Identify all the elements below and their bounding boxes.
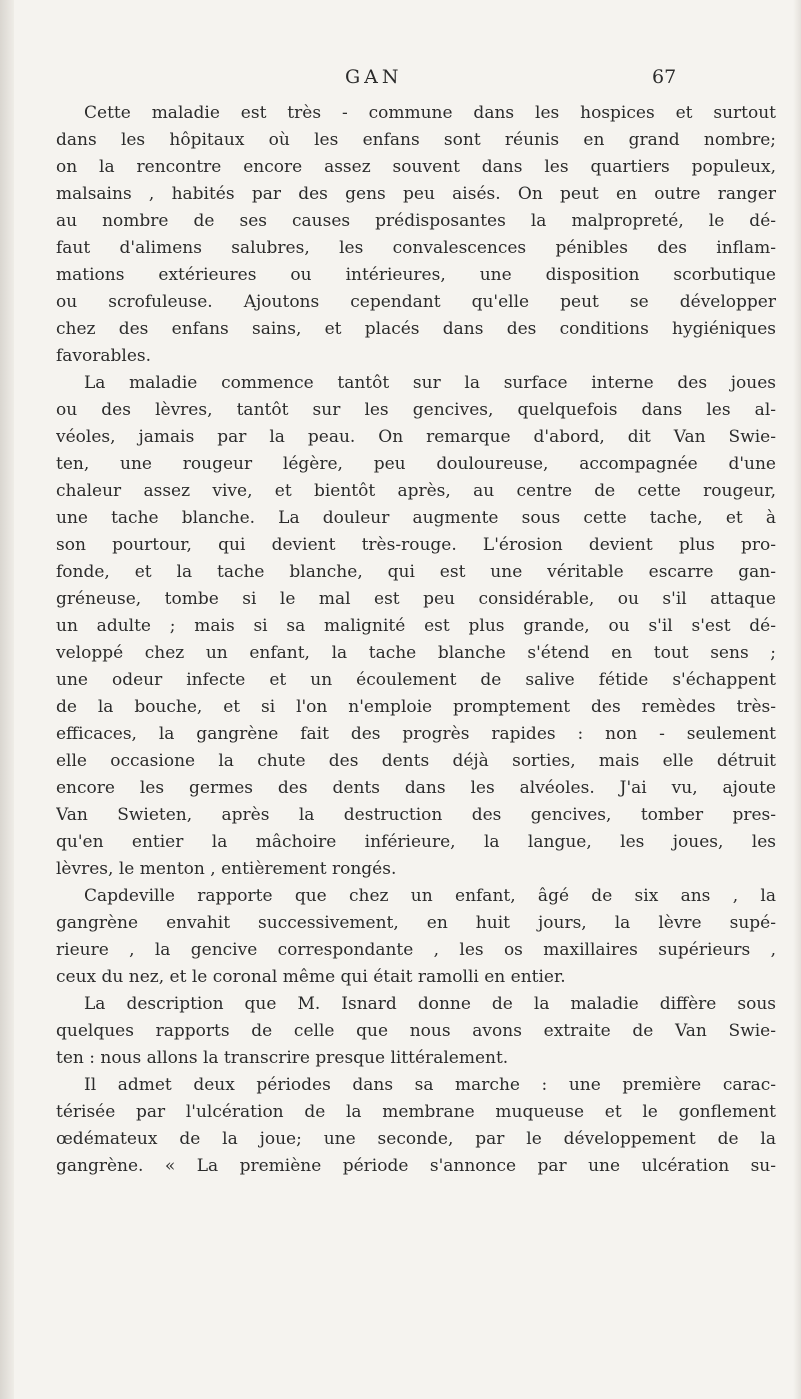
text-line: une odeur infecte et un écoulement de salive fétide s'échappent <box>56 670 776 690</box>
text-line: Cette maladie est très - commune dans les hospices et surtout <box>84 103 776 123</box>
text-line: de la bouche, et si l'on n'emploie promptement des remèdes très- <box>56 697 776 717</box>
running-head <box>0 66 801 96</box>
text-line: La description que M. Isnard donne de la maladie diffère sous <box>84 994 776 1014</box>
text-line: on la rencontre encore assez souvent dans les quartiers populeux, <box>56 157 776 177</box>
text-line: térisée par l'ulcération de la membrane muqueuse et le gonflement <box>56 1102 776 1122</box>
page-left-edge <box>0 0 14 1399</box>
text-line: un adulte ; mais si sa malignité est plus grande, ou s'il s'est dé- <box>56 616 776 636</box>
text-line: elle occasione la chute des dents déjà sorties, mais elle détruit <box>56 751 776 771</box>
text-line: Il admet deux périodes dans sa marche : une première carac- <box>84 1075 776 1095</box>
text-line: au nombre de ses causes prédisposantes la malpropreté, le dé- <box>56 211 776 231</box>
text-line: faut d'alimens salubres, les convalescences pénibles des inflam- <box>56 238 776 258</box>
text-line: ceux du nez, et le coronal même qui était ramolli en entier. <box>56 967 566 987</box>
text-line: gréneuse, tombe si le mal est peu considérable, ou s'il attaque <box>56 589 776 609</box>
text-line: ou des lèvres, tantôt sur les gencives, quelquefois dans les al- <box>56 400 776 420</box>
text-line: quelques rapports de celle que nous avons extraite de Van Swie- <box>56 1021 776 1041</box>
text-line: œdémateux de la joue; une seconde, par le développement de la <box>56 1129 776 1149</box>
text-line: mations extérieures ou intérieures, une disposition scorbutique <box>56 265 776 285</box>
text-line: une tache blanche. La douleur augmente sous cette tache, et à <box>56 508 776 528</box>
text-line: véoles, jamais par la peau. On remarque d'abord, dit Van Swie- <box>56 427 776 447</box>
text-line: chaleur assez vive, et bientôt après, au centre de cette rougeur, <box>56 481 776 501</box>
text-line: ou scrofuleuse. Ajoutons cependant qu'elle peut se développer <box>56 292 776 312</box>
text-line: gangrène envahit successivement, en huit jours, la lèvre supé- <box>56 913 776 933</box>
text-line: chez des enfans sains, et placés dans des conditions hygiéniques <box>56 319 776 339</box>
page-right-edge <box>793 0 801 1399</box>
text-line: dans les hôpitaux où les enfans sont réunis en grand nombre; <box>56 130 776 150</box>
text-line: favorables. <box>56 346 152 366</box>
text-line: qu'en entier la mâchoire inférieure, la langue, les joues, les <box>56 832 776 852</box>
text-line: lèvres, le menton , entièrement rongés. <box>56 859 397 879</box>
text-line: fonde, et la tache blanche, qui est une véritable escarre gan- <box>56 562 776 582</box>
running-title: GAN <box>345 66 403 88</box>
text-line: Capdeville rapporte que chez un enfant, âgé de six ans , la <box>84 886 776 906</box>
text-line: son pourtour, qui devient très-rouge. L'érosion devient plus pro- <box>56 535 776 555</box>
text-line: veloppé chez un enfant, la tache blanche s'étend en tout sens ; <box>56 643 776 663</box>
text-line: malsains , habités par des gens peu aisés. On peut en outre ranger <box>56 184 776 204</box>
text-line: Van Swieten, après la destruction des gencives, tomber pres- <box>56 805 776 825</box>
body-text <box>56 100 776 1180</box>
text-line: ten, une rougeur légère, peu douloureuse, accompagnée d'une <box>56 454 776 474</box>
page-number: 67 <box>652 66 677 88</box>
text-line: encore les germes des dents dans les alvéoles. J'ai vu, ajoute <box>56 778 776 798</box>
text-line: gangrène. « La premiène période s'annonce par une ulcération su- <box>56 1156 776 1176</box>
text-line: efficaces, la gangrène fait des progrès rapides : non - seulement <box>56 724 776 744</box>
text-line: ten : nous allons la transcrire presque littéralement. <box>56 1048 509 1068</box>
text-line: rieure , la gencive correspondante , les os maxillaires supérieurs , <box>56 940 776 960</box>
text-line: La maladie commence tantôt sur la surface interne des joues <box>84 373 776 393</box>
